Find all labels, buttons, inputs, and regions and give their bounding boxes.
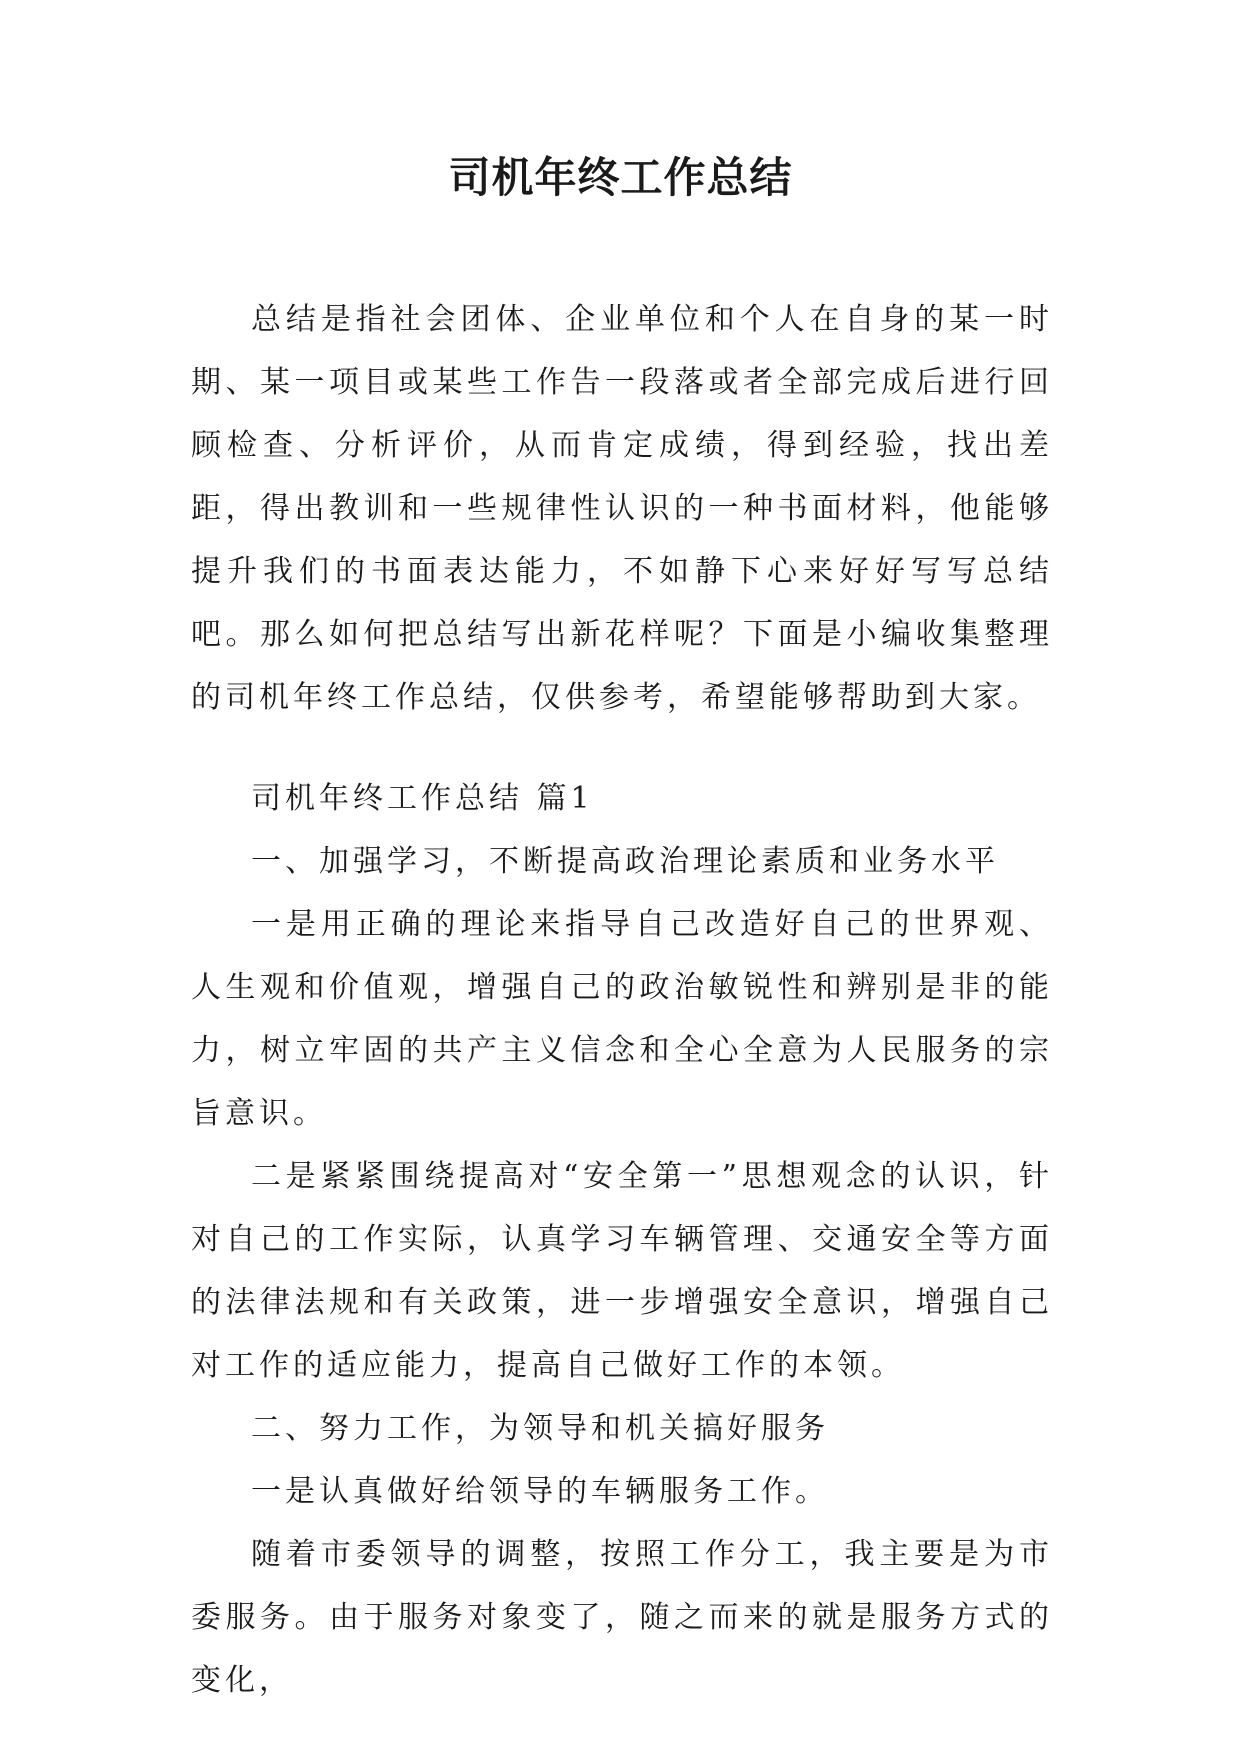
body-paragraph: 一是用正确的理论来指导自己改造好自己的世界观、人生观和价值观，增强自己的政治敏锐性和辨别是非的能力，树立牢固的共产主义信念和全心全意为人民服务的宗旨意识。 <box>191 907 1053 1131</box>
document-title: 司机年终工作总结 <box>448 153 793 202</box>
section-heading: 司机年终工作总结 篇1 <box>251 781 594 816</box>
body-paragraph: 一是认真做好给领导的车辆服务工作。 <box>251 1474 829 1509</box>
subheading-2: 二、努力工作，为领导和机关搞好服务 <box>251 1411 829 1446</box>
document-body <box>191 288 1053 1712</box>
body-paragraph: 二是紧紧围绕提高对“安全第一”思想观念的认识，针对自己的工作实际，认真学习车辆管理、交通安全等方面的法律法规和有关政策，进一步增强安全意识，增强自己对工作的适应能力，提高自己做好工作的本领。 <box>191 1159 1053 1383</box>
body-paragraph: 随着市委领导的调整，按照工作分工，我主要是为市委服务。由于服务对象变了，随之而来的就是服务方式的变化， <box>191 1537 1053 1698</box>
intro-paragraph: 总结是指社会团体、企业单位和个人在自身的某一时期、某一项目或某些工作告一段落或者全部完成后进行回顾检查、分析评价，从而肯定成绩，得到经验，找出差距，得出教训和一些规律性认识的一种书面材料，他能够提升我们的书面表达能力，不如静下心来好好写写总结吧。那么如何把总结写出新花样呢？下面是小编收集整理的司机年终工作总结，仅供参考，希望能够帮助到大家。 <box>191 302 1053 715</box>
subheading-1: 一、加强学习，不断提高政治理论素质和业务水平 <box>251 844 999 879</box>
